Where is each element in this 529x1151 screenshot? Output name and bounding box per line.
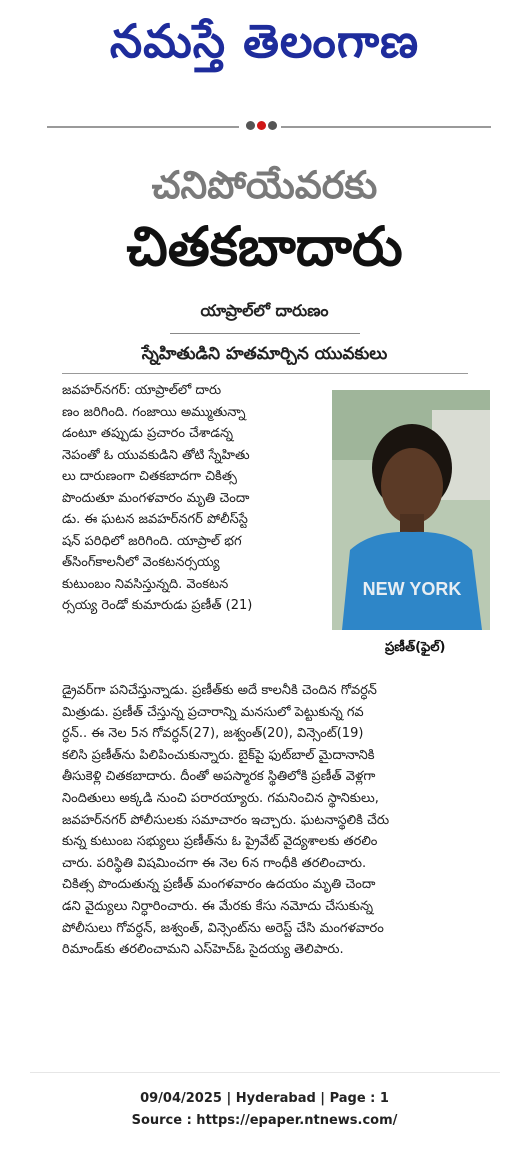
dot-icon [257, 121, 266, 130]
photo-caption: ప్రణీత్(ఫైల్) [385, 640, 446, 655]
article-line: తీసుకెళ్లి చితకబాదారు. దీంతో అపస్మారక స్థితిలోకి ప్రణీత్ వెళ్లగా [62, 769, 376, 785]
article-line: మిత్రుడు. ప్రణీత్ చేస్తున్న ప్రచారాన్ని మనసులో పెట్టుకున్న గవ [62, 704, 364, 720]
article-line: కుటుంబం నివసిస్తున్నది. వెంకటన [62, 576, 229, 592]
article-line: కున్న కుటుంబ సభ్యులు ప్రణీత్‌ను ఓ ప్రైవేట్ వైద్యశాలకు తరలిం [62, 834, 378, 850]
article-line: నెపంతో ఓ యువకుడిని తోటి స్నేహితు [62, 447, 250, 463]
article-line: డు. ఈ ఘటన జవహర్‌నగర్ పోలీస్‌స్టే [62, 512, 248, 527]
article-line: ర్ధన్.. ఈ నెల 5న గోవర్ధన్(27), జశ్వంత్(20), విన్సెంట్(19) [62, 726, 364, 742]
footer-source: Source : https://epaper.ntnews.com/ [131, 1113, 398, 1128]
article-line: ర్సయ్య రెండో కుమారుడు ప్రణీత్ (21) [62, 598, 253, 613]
article-line: నిందితులు అక్కడి నుంచి పరారయ్యారు. గమనించిన స్థానికులు, [62, 790, 379, 806]
person-photo [332, 390, 490, 630]
page-bottom-rule [30, 1072, 500, 1073]
article-line: త్‌సింగ్‌కాలనీలో వెంకటనర్సయ్య [62, 555, 220, 570]
article-line: లు దారుణంగా చితకబాదగా చికిత్స [62, 469, 237, 484]
dot-icon [246, 121, 255, 130]
article-line: పోలీసులు గోవర్ధన్, జశ్వంత్, విన్సెంట్‌ను అరెస్ట్ చేసి మంగళవారం [62, 920, 384, 936]
shirt-print: NEW YORK [362, 579, 462, 599]
article-line: చికిత్స పొందుతున్న ప్రణీత్ మంగళవారం ఉదయం మృతి చెందా [62, 877, 376, 893]
article-line: చారు. పరిస్థితి విషమించగా ఈ నెల 6న గాంధీకి తరలించారు. [62, 855, 367, 871]
article-line: షన్ పరిధిలో జరిగింది. యాప్రాల్ భగ [62, 533, 242, 549]
article-line: డంటూ తప్పుడు ప్రచారం చేశాడన్న [62, 426, 234, 441]
dot-icon [268, 121, 277, 130]
divider-rule-left [47, 126, 239, 128]
subheading-2: స్నేహితుడిని హతమార్చిన యువకులు [141, 344, 388, 364]
article-line: రిమాండ్‌కు తరలించామని ఎస్‌హెచ్‌ఓ సైదయ్య తెలిపారు. [62, 942, 344, 958]
article-line: డ్రైవర్‌గా పనిచేస్తున్నాడు. ప్రణీత్‌కు అదే కాలనీకి చెందిన గోవర్ధన్ [62, 683, 377, 698]
masthead-title: నమస్తే తెలంగాణ [109, 14, 420, 68]
footer-dateline: 09/04/2025 | Hyderabad | Page : 1 [140, 1091, 389, 1106]
divider-rule-right [281, 126, 491, 128]
headline-line-2: చితకబాదారు [126, 215, 403, 278]
divider-dots [246, 120, 280, 132]
subheading-1: యాప్రాల్‌లో దారుణం [200, 301, 329, 320]
headline-line-1: చనిపోయేవరకు [151, 163, 378, 207]
article-column [62, 380, 324, 617]
article-line: డని వైద్యులు నిర్ధారించారు. ఈ మేరకు కేసు నమోదు చేసుకున్న [62, 898, 373, 914]
article-line: ణం జరిగింది. గంజాయి అమ్ముతున్నా [62, 404, 246, 420]
article-line: పొందుతూ మంగళవారం మృతి చెందా [62, 490, 250, 506]
article-line: జవహర్‌నగర్: యాప్రాల్‌లో దారు [62, 383, 222, 398]
body-rule [62, 373, 468, 374]
article-full-width [62, 680, 469, 961]
article-line: జవహర్‌నగర్ పోలీసులకు సమాచారం ఇచ్చారు. ఘటనాస్థలికి చేరు [62, 812, 390, 828]
subheading-rule [170, 333, 360, 334]
article-line: కలిసి ప్రణీత్‌ను పిలిపించుకున్నారు. బైక్‌పై ఫుట్‌బాల్ మైదానానికి [62, 747, 375, 763]
